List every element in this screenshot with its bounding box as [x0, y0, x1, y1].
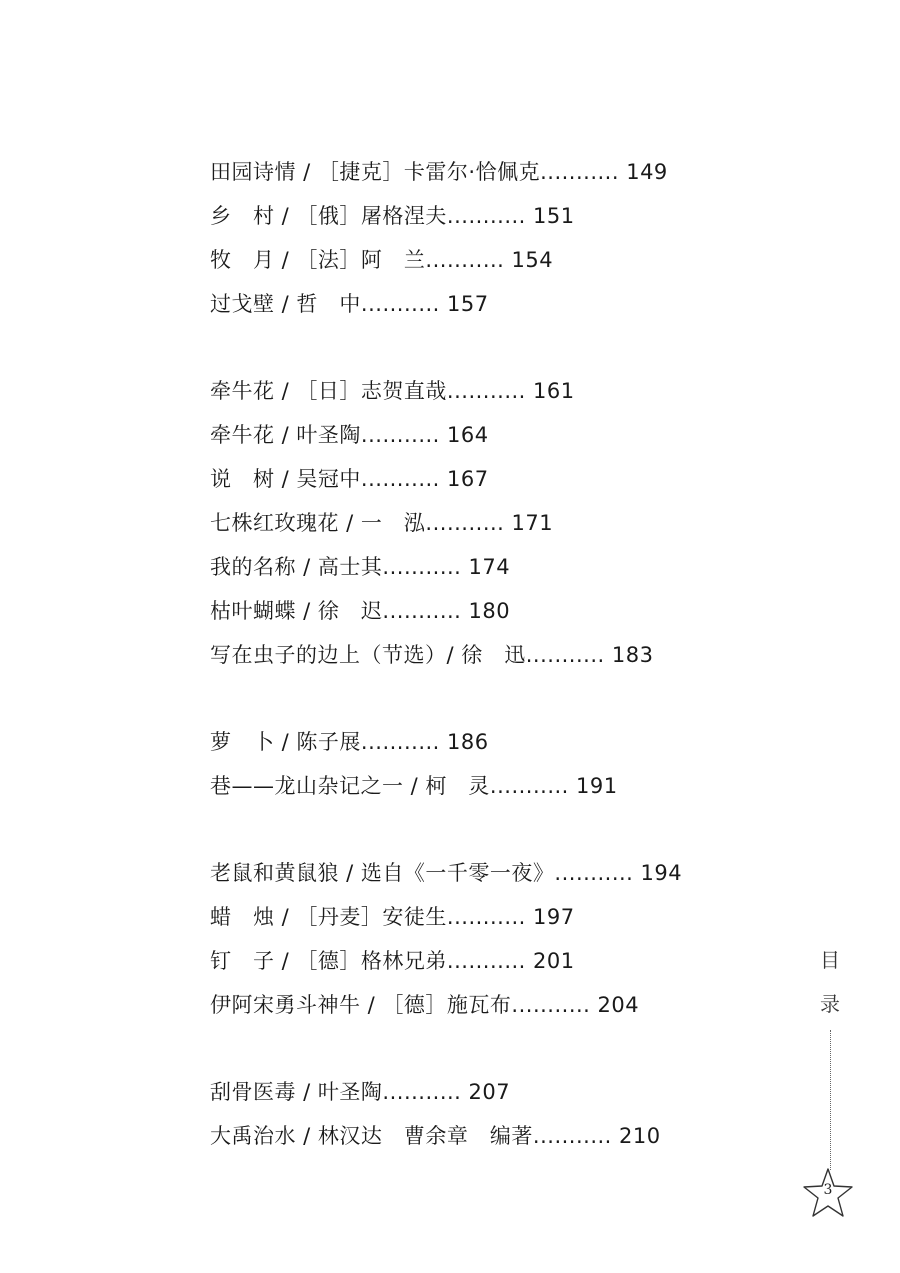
table-of-contents	[210, 150, 770, 1201]
toc-entry[interactable]: 牧 月 / ［法］阿 兰........... 154	[210, 248, 554, 272]
toc-entry[interactable]: 伊阿宋勇斗神牛 / ［德］施瓦布........... 204	[210, 993, 640, 1017]
section-label-char: 目	[820, 948, 840, 972]
dotted-divider	[830, 1030, 831, 1170]
toc-entry[interactable]: 枯叶蝴蝶 / 徐 迟........... 180	[210, 599, 511, 623]
toc-entry[interactable]: 老鼠和黄鼠狼 / 选自《一千零一夜》........... 194	[210, 861, 683, 885]
toc-entry[interactable]: 写在虫子的边上（节选）/ 徐 迅........... 183	[210, 643, 654, 667]
toc-group	[210, 369, 770, 677]
toc-entry[interactable]: 七株红玫瑰花 / 一 泓........... 171	[210, 511, 554, 535]
toc-entry[interactable]: 巷——龙山杂记之一 / 柯 灵........... 191	[210, 774, 618, 798]
toc-group	[210, 720, 770, 808]
toc-entry[interactable]: 过戈壁 / 哲 中........... 157	[210, 292, 489, 316]
toc-entry[interactable]: 萝 卜 / 陈子展........... 186	[210, 730, 489, 754]
toc-entry[interactable]: 大禹治水 / 林汉达 曹余章 编著........... 210	[210, 1124, 661, 1148]
toc-entry[interactable]: 说 树 / 吴冠中........... 167	[210, 467, 489, 491]
section-label	[812, 938, 848, 1026]
section-label-char: 录	[820, 992, 840, 1016]
toc-entry[interactable]: 田园诗情 / ［捷克］卡雷尔·恰佩克........... 149	[210, 160, 668, 184]
toc-entry[interactable]: 牵牛花 / ［日］志贺直哉........... 161	[210, 379, 575, 403]
toc-entry[interactable]: 我的名称 / 高士其........... 174	[210, 555, 511, 579]
toc-group	[210, 851, 770, 1027]
toc-entry[interactable]: 钉 子 / ［德］格林兄弟........... 201	[210, 949, 575, 973]
toc-entry[interactable]: 牵牛花 / 叶圣陶........... 164	[210, 423, 489, 447]
toc-group	[210, 1070, 770, 1158]
toc-group	[210, 150, 770, 326]
toc-entry[interactable]: 蜡 烛 / ［丹麦］安徒生........... 197	[210, 905, 575, 929]
toc-entry[interactable]: 刮骨医毒 / 叶圣陶........... 207	[210, 1080, 511, 1104]
toc-entry[interactable]: 乡 村 / ［俄］屠格涅夫........... 151	[210, 204, 575, 228]
page-number: 3	[823, 1182, 833, 1198]
